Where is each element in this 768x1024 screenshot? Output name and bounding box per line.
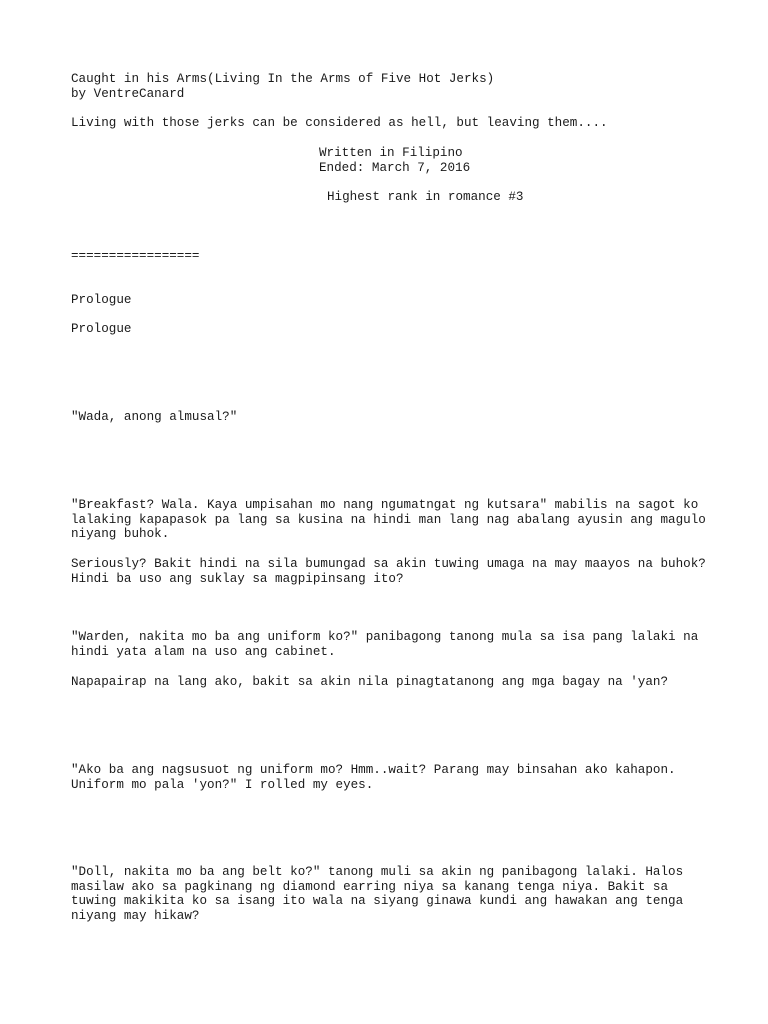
- chapter-subheading: Prologue: [71, 322, 132, 336]
- paragraph-6: "Ako ba ang nagsusuot ng uniform mo? Hmm..wait? Parang may binsahan ako kahapon. Uniform mo pala 'yon?" I rolled my eyes.: [71, 763, 684, 792]
- story-tagline: Living with those jerks can be considered as hell, but leaving them....: [71, 116, 608, 130]
- paragraph-7: "Doll, nakita mo ba ang belt ko?" tanong muli sa akin ng panibagong lalaki. Halos masilaw ako sa pagkinang ng diamond earring niya sa kanang tenga niya. Bakit sa tuwing makikita ko sa isang ito wala na siyang ginawa kundi ang hawakan ang tenga niyang may hikaw?: [71, 865, 691, 923]
- story-ended-date: Ended: March 7, 2016: [319, 161, 471, 175]
- paragraph-5: Napapairap na lang ako, bakit sa akin nila pinagtatanong ang mga bagay na 'yan?: [71, 675, 669, 689]
- paragraph-1: "Wada, anong almusal?": [71, 410, 238, 424]
- paragraph-2: "Breakfast? Wala. Kaya umpisahan mo nang ngumatngat ng kutsara" mabilis na sagot ko lalaking kapapasok pa lang sa kusina na hindi man lang nag abalang ayusin ang magulo niyang buhok.: [71, 498, 714, 542]
- section-separator: =================: [71, 249, 200, 263]
- paragraph-3: Seriously? Bakit hindi na sila bumungad sa akin tuwing umaga na may maayos na buhok? Hindi ba uso ang suklay sa magpipinsang ito?: [71, 557, 714, 586]
- story-author: by VentreCanard: [71, 87, 185, 101]
- paragraph-4: "Warden, nakita mo ba ang uniform ko?" panibagong tanong mula sa isa pang lalaki na hindi yata alam na uso ang cabinet.: [71, 630, 706, 659]
- story-rank: Highest rank in romance #3: [327, 190, 524, 204]
- chapter-heading: Prologue: [71, 293, 132, 307]
- story-language: Written in Filipino: [319, 146, 463, 160]
- story-title: Caught in his Arms(Living In the Arms of Five Hot Jerks): [71, 72, 495, 86]
